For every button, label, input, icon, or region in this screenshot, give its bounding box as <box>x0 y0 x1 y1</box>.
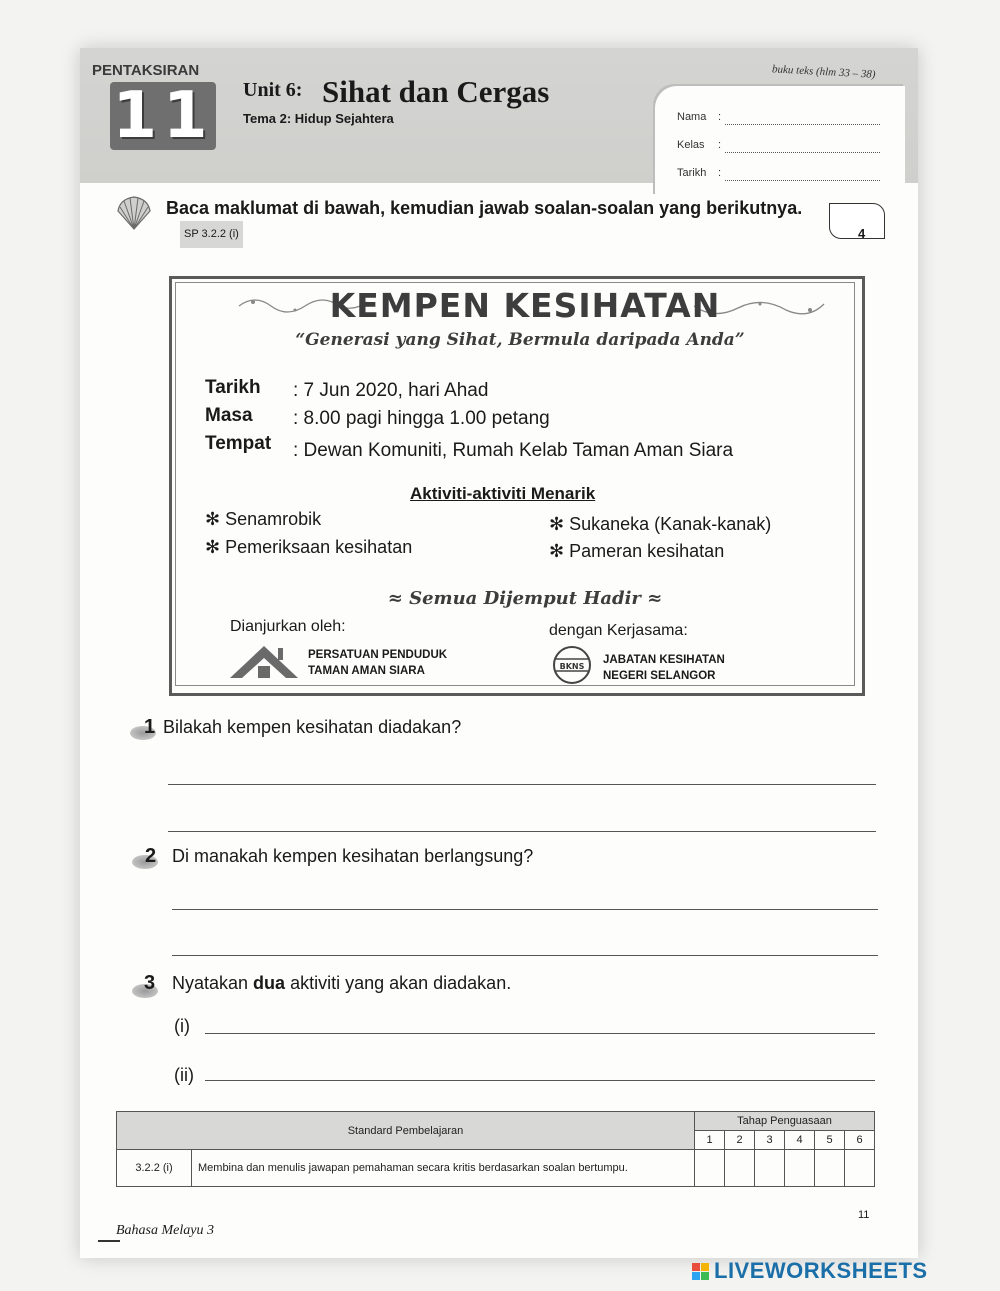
unit-title: Sihat dan Cergas <box>322 74 550 109</box>
organizer-name-line2: TAMAN AMAN SIARA <box>308 665 425 677</box>
organizer-name-line1: PERSATUAN PENDUDUK <box>308 649 448 661</box>
date-label: Tarikh <box>677 167 707 179</box>
health-department-logo-icon <box>552 645 592 690</box>
activity-item: ✻ Sukaneka (Kanak-kanak) <box>549 514 772 534</box>
activity-item: ✻ Senamrobik <box>205 509 322 529</box>
question-1-answer-line[interactable] <box>168 784 876 785</box>
partner-name-line1: JABATAN KESIHATAN <box>603 654 725 666</box>
bullet-icon: ✻ <box>549 514 565 534</box>
unit-label: Unit 6: <box>243 79 303 101</box>
textbook-reference: buku teks (hlm 33 – 38) <box>771 63 876 81</box>
standard-code: 3.2.2 (i) <box>117 1150 192 1187</box>
poster-title: KEMPEN KESIHATAN <box>329 286 721 325</box>
date-sep: : <box>718 167 722 179</box>
question-3-answer-line[interactable] <box>205 1033 875 1034</box>
level-checkbox[interactable] <box>845 1150 875 1187</box>
question-2-number: 2 <box>145 845 157 867</box>
level-cell: 5 <box>815 1131 845 1150</box>
level-checkbox[interactable] <box>815 1150 845 1187</box>
activity-item: ✻ Pameran kesihatan <box>549 541 725 561</box>
standard-text: Membina dan menulis jawapan pemahaman secara kritis berdasarkan soalan bertumpu. <box>192 1150 695 1187</box>
level-cell: 3 <box>755 1131 785 1150</box>
name-sep: : <box>718 111 722 123</box>
svg-text:BKNS: BKNS <box>559 662 585 671</box>
sp-code-tag: SP 3.2.2 (i) <box>180 221 243 248</box>
question-1-answer-line[interactable] <box>168 831 876 832</box>
date-detail-label: Tarikh <box>205 377 261 398</box>
brand-text: LIVEWORKSHEETS <box>714 1258 928 1283</box>
footer-rule <box>98 1240 120 1242</box>
level-cell: 4 <box>785 1131 815 1150</box>
liveworksheets-brand[interactable] <box>692 1258 928 1284</box>
name-label: Nama <box>677 111 707 123</box>
page-number: 11 <box>858 1209 870 1221</box>
class-field[interactable] <box>725 151 880 153</box>
level-cell: 6 <box>845 1131 875 1150</box>
level-checkbox[interactable] <box>725 1150 755 1187</box>
activity-item: ✻ Pemeriksaan kesihatan <box>205 537 413 557</box>
venue-detail-label: Tempat <box>205 433 272 454</box>
time-detail-label: Masa <box>205 405 253 426</box>
level-cell: 1 <box>695 1131 725 1150</box>
partner-name-line2: NEGERI SELANGOR <box>603 670 716 682</box>
time-detail-value: : 8.00 pagi hingga 1.00 petang <box>293 408 550 429</box>
question-2-answer-line[interactable] <box>172 955 878 956</box>
shell-icon <box>114 193 154 238</box>
instruction <box>166 196 826 248</box>
marks-box <box>829 203 885 239</box>
bullet-icon: ✻ <box>549 541 565 561</box>
invitation-text: ≈ Semua Dijemput Hadir ≈ <box>387 588 663 609</box>
date-field[interactable] <box>725 179 880 181</box>
level-checkbox[interactable] <box>785 1150 815 1187</box>
question-1-number: 1 <box>144 716 156 738</box>
level-cell: 2 <box>725 1131 755 1150</box>
instruction-text: Baca maklumat di bawah, kemudian jawab soalan-soalan yang berikutnya. <box>166 198 803 218</box>
table-header-levels: Tahap Penguasaan <box>695 1112 875 1131</box>
organizer-label: Dianjurkan oleh: <box>230 618 346 635</box>
table-header-standard: Standard Pembelajaran <box>117 1112 695 1150</box>
answer-label-ii: (ii) <box>174 1065 194 1085</box>
question-2-answer-line[interactable] <box>172 909 878 910</box>
question-2-text: Di manakah kempen kesihatan berlangsung? <box>172 846 534 866</box>
question-3-number: 3 <box>144 972 156 994</box>
question-1-text: Bilakah kempen kesihatan diadakan? <box>163 717 462 737</box>
answer-label-i: (i) <box>174 1016 190 1036</box>
level-checkbox[interactable] <box>695 1150 725 1187</box>
mastery-table <box>116 1111 875 1187</box>
level-checkbox[interactable] <box>755 1150 785 1187</box>
question-3-text: Nyatakan dua aktiviti yang akan diadakan. <box>172 973 512 993</box>
bullet-icon: ✻ <box>205 509 221 529</box>
date-detail-value: : 7 Jun 2020, hari Ahad <box>293 380 489 401</box>
brand-logo-icon <box>692 1263 709 1280</box>
class-label: Kelas <box>677 139 705 151</box>
name-field[interactable] <box>725 123 880 125</box>
poster-slogan: “Generasi yang Sihat, Bermula daripada Anda” <box>295 330 745 350</box>
bullet-icon: ✻ <box>205 537 221 557</box>
partner-label: dengan Kerjasama: <box>549 622 688 639</box>
assessment-number-badge: 11 <box>110 82 216 150</box>
theme-label: Tema 2: Hidup Sejahtera <box>243 111 394 126</box>
class-sep: : <box>718 139 722 151</box>
book-title: Bahasa Melayu 3 <box>116 1223 214 1238</box>
marks-value: 4 <box>858 226 866 241</box>
activities-heading: Aktiviti-aktiviti Menarik <box>410 484 596 503</box>
venue-detail-value: : Dewan Komuniti, Rumah Kelab Taman Aman Siara <box>293 440 734 461</box>
question-3-answer-line[interactable] <box>205 1080 875 1081</box>
assessment-label: PENTAKSIRAN <box>92 62 200 79</box>
house-icon <box>228 640 300 685</box>
